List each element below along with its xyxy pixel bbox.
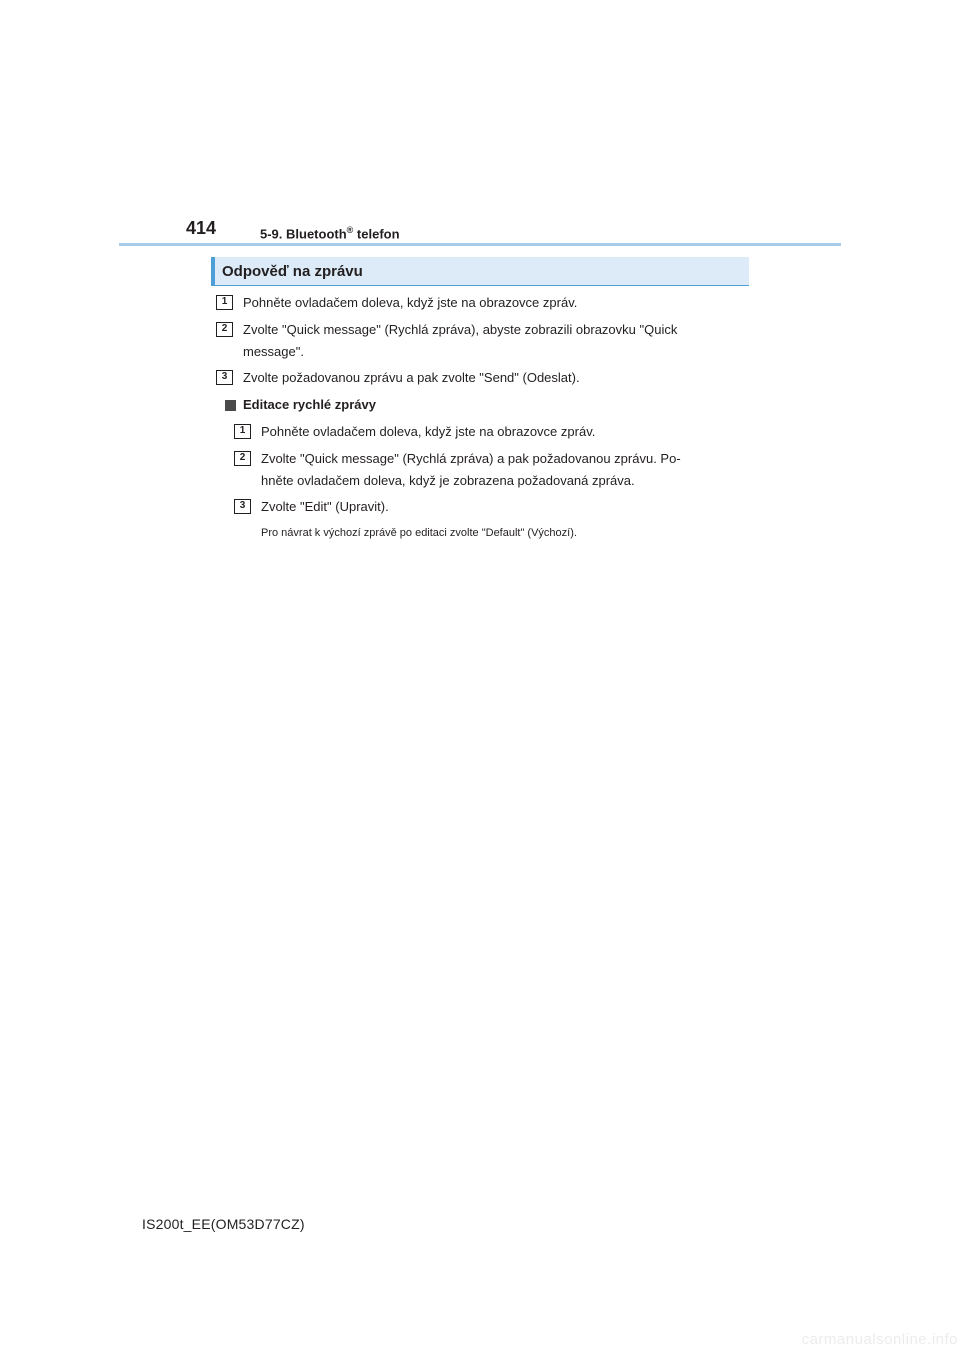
- step-number-1: 1: [216, 295, 233, 310]
- subsection-title: Editace rychlé zprávy: [243, 397, 376, 412]
- step-number-3: 3: [216, 370, 233, 385]
- note-text: Pro návrat k výchozí zprávě po editaci zvolte "Default" (Výchozí).: [261, 527, 577, 539]
- registered-mark: ®: [346, 225, 354, 235]
- step-text-2-line-2: message".: [243, 344, 304, 359]
- square-bullet-icon: [225, 400, 236, 411]
- sub-step-number-3: 3: [234, 499, 251, 514]
- sub-step-number-1: 1: [234, 424, 251, 439]
- step-number-2: 2: [216, 322, 233, 337]
- section-title: [260, 221, 400, 243]
- section-heading: Odpověď na zprávu: [222, 263, 363, 280]
- model-code: IS200t_EE(OM53D77CZ): [142, 1216, 305, 1232]
- page-number: 414: [186, 218, 217, 238]
- sub-step-text-2-line-1: Zvolte "Quick message" (Rychlá zpráva) a pak požadovanou zprávu. Po-: [261, 451, 681, 466]
- sub-step-text-3: Zvolte "Edit" (Upravit).: [261, 499, 389, 514]
- step-text-1: Pohněte ovladačem doleva, když jste na obrazovce zpráv.: [243, 295, 578, 310]
- header-divider: [119, 243, 841, 246]
- sub-step-number-2: 2: [234, 451, 251, 466]
- section-title-suffix: telefon: [353, 226, 400, 242]
- step-text-3: Zvolte požadovanou zprávu a pak zvolte "Send" (Odeslat).: [243, 370, 580, 385]
- watermark: carmanualsonline.info: [801, 1331, 958, 1348]
- sub-step-text-1: Pohněte ovladačem doleva, když jste na obrazovce zpráv.: [261, 424, 596, 439]
- sub-step-text-2-line-2: hněte ovladačem doleva, když je zobrazena požadovaná zpráva.: [261, 473, 635, 488]
- step-text-2-line-1: Zvolte "Quick message" (Rychlá zpráva), abyste zobrazili obrazovku "Quick: [243, 322, 678, 337]
- section-title-prefix: 5-9. Bluetooth: [260, 226, 347, 242]
